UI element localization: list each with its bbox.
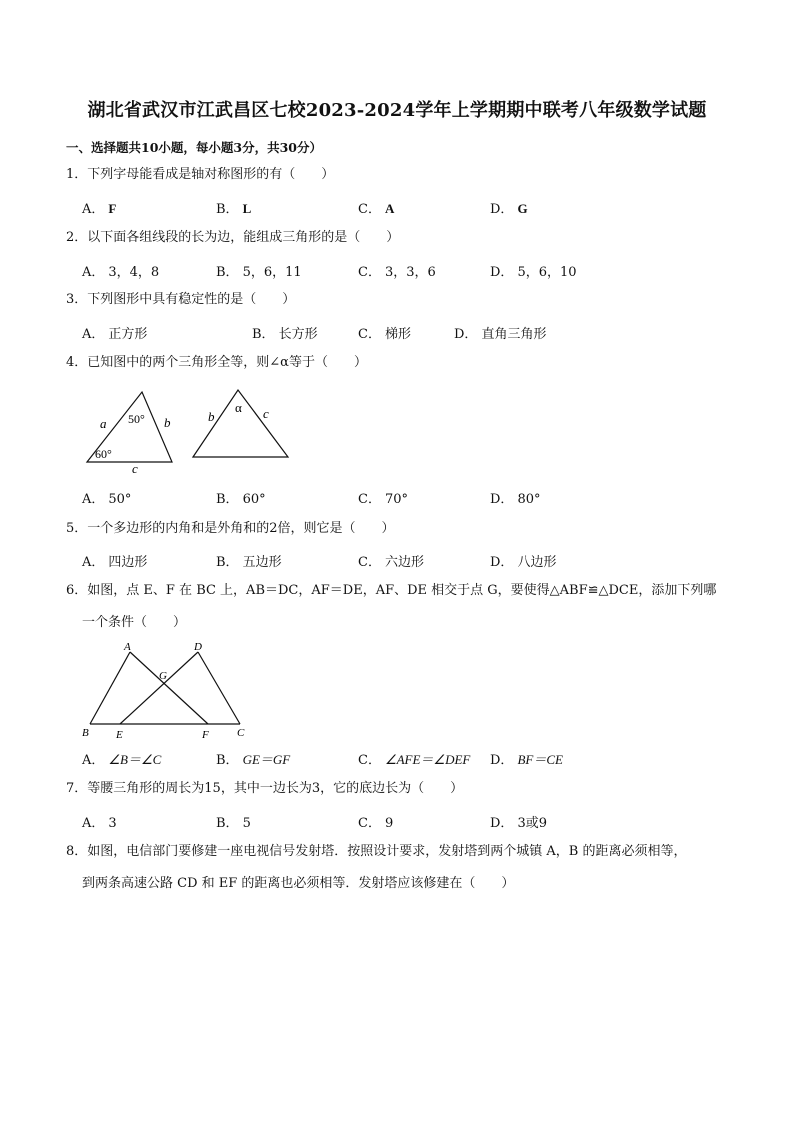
question-number: 2．: [66, 230, 88, 245]
question-1: [66, 164, 334, 186]
option-a[interactable]: [82, 812, 117, 831]
option-letter: C．: [358, 492, 381, 507]
option-value: 3，3，6: [384, 265, 436, 280]
question-number: 4．: [66, 355, 88, 370]
option-letter: C．: [358, 202, 381, 217]
option-letter: C．: [358, 753, 381, 768]
options-q1: [82, 198, 742, 218]
option-a[interactable]: [82, 323, 147, 342]
figure-congruent-triangles: [80, 385, 300, 475]
option-b[interactable]: [216, 551, 282, 570]
question-4: [66, 352, 367, 374]
option-value: 四边形: [108, 555, 148, 570]
option-letter: B．: [216, 753, 239, 768]
question-text: 下列图形中具有稳定性的是（ ）: [87, 292, 296, 307]
question-number: 1．: [66, 167, 88, 182]
point-g: G: [159, 670, 167, 682]
figure-intersecting-triangles: [80, 640, 260, 740]
question-6: [66, 580, 716, 602]
option-letter: A．: [82, 555, 105, 570]
option-value: ∠AFE＝∠DEF: [384, 752, 471, 767]
page-title: 湖北省武汉市江武昌区七校2023-2024学年上学期期中联考八年级数学试题: [87, 100, 707, 121]
option-c[interactable]: [358, 749, 470, 768]
option-d[interactable]: [490, 261, 577, 280]
question-3: [66, 289, 295, 311]
option-value: BF＝CE: [517, 752, 563, 767]
option-letter: A．: [82, 816, 105, 831]
option-letter: B．: [216, 202, 239, 217]
question-number: 5．: [66, 521, 88, 536]
label-a: a: [100, 416, 107, 431]
option-letter: B．: [216, 492, 239, 507]
option-d[interactable]: [490, 812, 547, 831]
point-d: D: [194, 641, 202, 653]
option-a[interactable]: [82, 551, 147, 570]
option-letter: C．: [358, 555, 381, 570]
question-number: 3．: [66, 292, 88, 307]
label-c2: c: [263, 406, 269, 421]
question-number: 6．: [66, 583, 88, 598]
option-a[interactable]: [82, 488, 131, 507]
option-value: 5，6，11: [242, 265, 302, 280]
option-value: 八边形: [517, 555, 557, 570]
option-c[interactable]: [358, 198, 394, 217]
label-c: c: [132, 461, 138, 476]
option-letter: D．: [490, 753, 514, 768]
question-number: 7．: [66, 781, 88, 796]
option-letter: B．: [216, 555, 239, 570]
option-value: 五边形: [242, 555, 282, 570]
option-letter: C．: [358, 327, 381, 342]
option-value: 直角三角形: [481, 327, 547, 342]
option-letter: A．: [82, 327, 105, 342]
question-5: [66, 518, 395, 540]
question-text: 以下面各组线段的长为边，能组成三角形的是（ ）: [87, 230, 400, 245]
option-value: 3或9: [517, 816, 547, 831]
point-c: C: [237, 727, 245, 739]
option-value: L: [242, 201, 252, 216]
option-letter: B．: [216, 265, 239, 280]
option-d[interactable]: [490, 551, 556, 570]
options-q5: [82, 551, 742, 571]
option-value: 5: [242, 816, 251, 831]
question-8-continued: 到两条高速公路 CD 和 EF 的距离也必须相等．发射塔应该修建在（ ）: [82, 876, 515, 891]
option-letter: A．: [82, 202, 105, 217]
option-value: 正方形: [108, 327, 148, 342]
option-value: 3: [108, 816, 117, 831]
label-b2: b: [208, 409, 215, 424]
angle-60: 60°: [95, 447, 112, 461]
label-b: b: [164, 415, 171, 430]
option-d[interactable]: [490, 488, 540, 507]
options-q2: [82, 261, 742, 281]
question-text: 如图，电信部门要修建一座电视信号发射塔．按照设计要求，发射塔到两个城镇 A，B 的距离必须相等，: [87, 844, 687, 859]
options-q4: [82, 488, 742, 508]
option-value: 3，4，8: [108, 265, 160, 280]
option-letter: D．: [490, 492, 514, 507]
option-b[interactable]: [216, 488, 266, 507]
option-letter: D．: [454, 327, 478, 342]
options-q3: [82, 323, 742, 343]
option-value: 9: [384, 816, 394, 831]
options-q6: [82, 749, 742, 769]
point-b: B: [82, 727, 89, 739]
option-c[interactable]: [358, 551, 424, 570]
option-value: G: [517, 201, 528, 216]
option-value: 60°: [242, 492, 266, 507]
question-text: 一个多边形的内角和是外角和的2倍，则它是（ ）: [87, 521, 395, 536]
angle-50: 50°: [128, 412, 145, 426]
option-value: GE＝GF: [242, 752, 291, 767]
option-letter: D．: [490, 816, 514, 831]
option-letter: B．: [216, 816, 239, 831]
point-e: E: [116, 729, 123, 741]
question-text: 下列字母能看成是轴对称图形的有（ ）: [87, 167, 335, 182]
option-letter: D．: [490, 555, 514, 570]
option-c[interactable]: [358, 812, 393, 831]
option-a[interactable]: [82, 261, 159, 280]
option-d[interactable]: [454, 323, 546, 342]
option-c[interactable]: [358, 488, 408, 507]
option-a[interactable]: [82, 198, 116, 217]
option-value: F: [108, 201, 117, 216]
question-text: 等腰三角形的周长为15，其中一边长为3，它的底边长为（ ）: [87, 781, 464, 796]
segment-ab: [90, 652, 130, 724]
question-7: [66, 778, 463, 800]
question-8: [66, 841, 687, 863]
option-value: 长方形: [278, 327, 318, 342]
question-6-continued: 一个条件（ ）: [82, 615, 187, 630]
option-d[interactable]: [490, 198, 528, 217]
option-value: 5，6，10: [517, 265, 577, 280]
point-a: A: [124, 641, 131, 653]
option-letter: C．: [358, 265, 381, 280]
option-letter: D．: [490, 202, 514, 217]
option-letter: D．: [490, 265, 514, 280]
option-c[interactable]: [358, 323, 411, 342]
segment-dc: [198, 652, 240, 724]
question-2: [66, 227, 399, 249]
option-letter: C．: [358, 816, 381, 831]
option-a[interactable]: [82, 749, 161, 768]
option-b[interactable]: [252, 323, 318, 342]
option-value: 50°: [108, 492, 132, 507]
option-b[interactable]: [216, 812, 251, 831]
segment-de: [120, 652, 198, 724]
question-number: 8．: [66, 844, 88, 859]
label-alpha: α: [235, 400, 242, 415]
option-c[interactable]: [358, 261, 436, 280]
option-d[interactable]: [490, 749, 563, 768]
option-value: 80°: [517, 492, 541, 507]
option-b[interactable]: [216, 749, 290, 768]
option-letter: A．: [82, 753, 105, 768]
option-value: 六边形: [384, 555, 424, 570]
option-letter: B．: [252, 327, 275, 342]
option-value: 梯形: [384, 327, 411, 342]
option-letter: A．: [82, 492, 105, 507]
option-value: ∠B＝∠C: [108, 752, 162, 767]
question-text: 已知图中的两个三角形全等，则∠α等于（ ）: [87, 355, 367, 370]
option-letter: A．: [82, 265, 105, 280]
section-heading: 一、选择题共10小题，每小题3分，共30分）: [66, 140, 322, 155]
option-value: A: [384, 201, 395, 216]
question-text: 如图，点 E、F 在 BC 上，AB＝DC，AF＝DE，AF、DE 相交于点 G，要使得△ABF≌△DCE，添加下列哪: [87, 583, 717, 598]
option-b[interactable]: [216, 198, 251, 217]
options-q7: [82, 812, 742, 832]
segment-af: [130, 652, 208, 724]
point-f: F: [202, 729, 209, 741]
option-value: 70°: [384, 492, 408, 507]
option-b[interactable]: [216, 261, 302, 280]
